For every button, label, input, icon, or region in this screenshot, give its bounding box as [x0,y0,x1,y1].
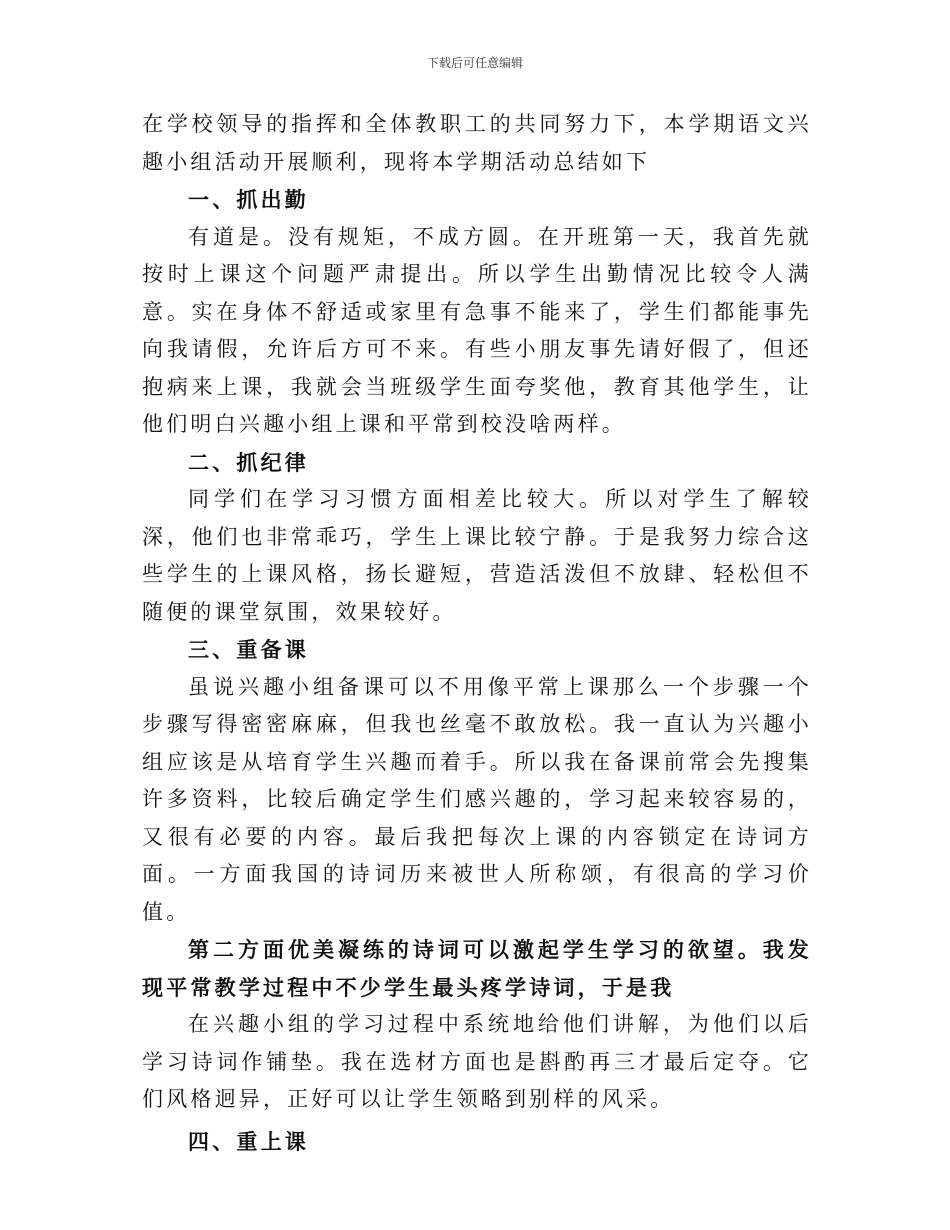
section-heading-preparation: 三、重备课 [188,637,309,662]
document-body [142,106,812,1160]
section-paragraph-discipline: 同学们在学习习惯方面相差比较大。所以对学生了解较深，他们也非常乖巧，学生上课比较宁静。于是我努力综合这些学生的上课风格，扬长避短，营造活泼但不放肆、轻松但不随便的课堂氛围，效果较好。 [142,487,812,624]
section-paragraph-preparation: 虽说兴趣小组备课可以不用像平常上课那么一个步骤一个步骤写得密密麻麻，但我也丝毫不敢放松。我一直认为兴趣小组应该是从培育学生兴趣而着手。所以我在备课前常会先搜集许多资料，比较后确定学生们感兴趣的，学习起来较容易的，又很有必要的内容。最后我把每次上课的内容锁定在诗词方面。一方面我国的诗词历来被世人所称颂，有很高的学习价值。 [142,674,812,924]
header-note: 下载后可任意编辑 [426,56,523,70]
intro-paragraph: 在学校领导的指挥和全体教职工的共同努力下，本学期语文兴趣小组活动开展顺利，现将本学期活动总结如下 [142,112,812,174]
section-heading-attendance: 一、抓出勤 [188,187,309,212]
section-heading-teaching: 四、重上课 [188,1128,309,1154]
section-paragraph-preparation-continued: 在兴趣小组的学习过程中系统地给他们讲解，为他们以后学习诗词作铺垫。我在选材方面也是斟酌再三才最后定夺。它们风格迥异，正好可以让学生领略到别样的风采。 [142,1012,812,1111]
section-paragraph-preparation-bold: 第二方面优美凝练的诗词可以激起学生学习的欲望。我发现平常教学过程中不少学生最头疼学诗词，于是我 [142,937,812,1000]
section-heading-discipline: 二、抓纪律 [188,449,309,475]
section-paragraph-attendance: 有道是。没有规矩，不成方圆。在开班第一天，我首先就按时上课这个问题严肃提出。所以学生出勤情况比较令人满意。实在身体不舒适或家里有急事不能来了，学生们都能事先向我请假，允许后方可不来。有些小朋友事先请好假了，但还抱病来上课，我就会当班级学生面夸奖他，教育其他学生，让他们明白兴趣小组上课和平常到校没啥两样。 [142,224,812,436]
